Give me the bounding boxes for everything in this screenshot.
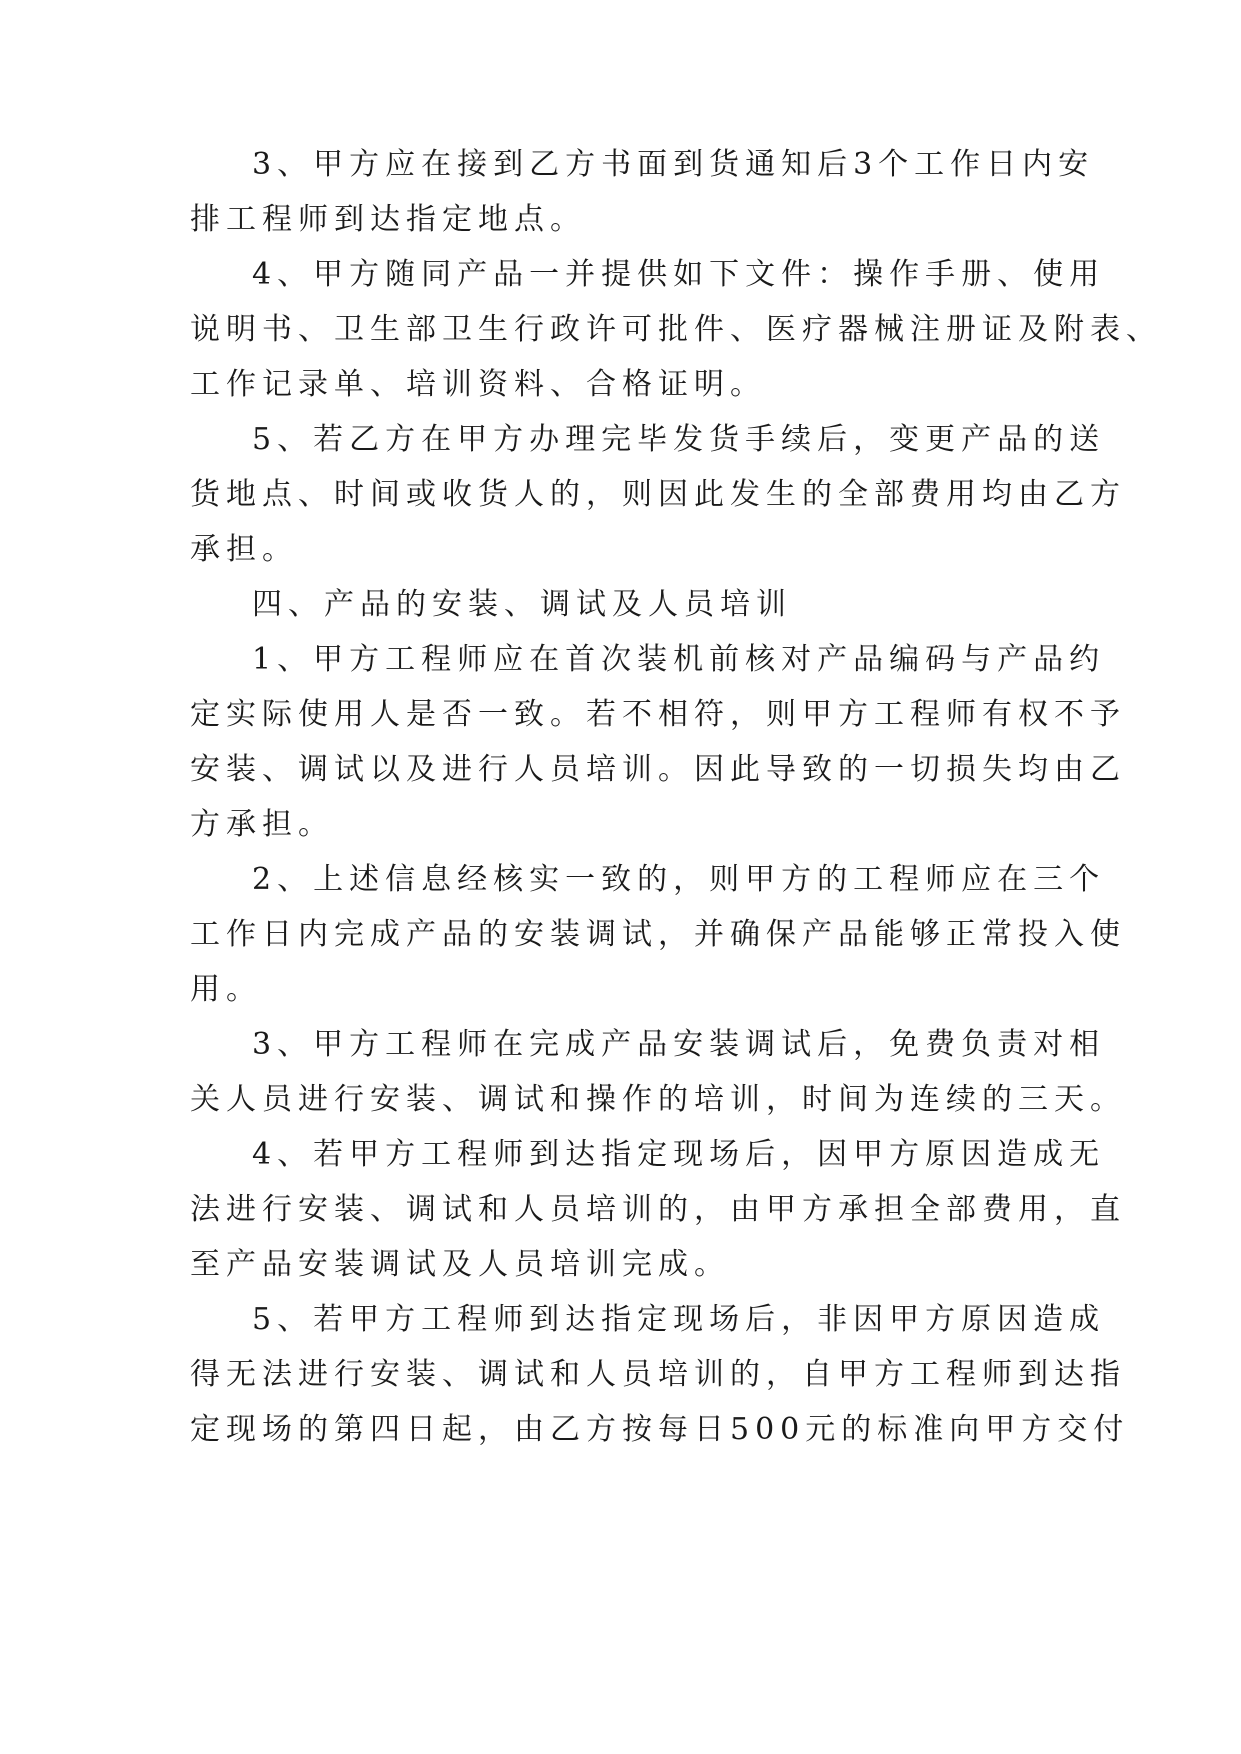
clause-4-line-3: 至产品安装调试及人员培训完成。 <box>190 1247 730 1282</box>
clause-1-line-2: 定实际使用人是否一致。若不相符，则甲方工程师有权不予 <box>190 697 1126 732</box>
clause-4-line-2: 法进行安装、调试和人员培训的，由甲方承担全部费用，直 <box>190 1192 1126 1227</box>
clause-2-line-3: 用。 <box>190 972 262 1007</box>
clause-5-line-3: 定现场的第四日起，由乙方按每日500元的标准向甲方交付 <box>190 1412 1130 1447</box>
clause-4-line-1: 4、若甲方工程师到达指定现场后，因甲方原因造成无 <box>252 1137 1106 1172</box>
clause-2-line-1: 2、上述信息经核实一致的，则甲方的工程师应在三个 <box>252 862 1106 897</box>
clause-3-line-1: 3、甲方工程师在完成产品安装调试后，免费负责对相 <box>252 1027 1106 1062</box>
paragraph-5-line-2: 货地点、时间或收货人的，则因此发生的全部费用均由乙方 <box>190 477 1126 512</box>
clause-5-line-1: 5、若甲方工程师到达指定现场后，非因甲方原因造成 <box>252 1302 1106 1337</box>
paragraph-5-line-1: 5、若乙方在甲方办理完毕发货手续后，变更产品的送 <box>252 422 1106 457</box>
paragraph-4-line-2: 说明书、卫生部卫生行政许可批件、医疗器械注册证及附表、 <box>190 312 1162 347</box>
section-heading: 四、产品的安装、调试及人员培训 <box>252 587 792 622</box>
clause-1-line-1: 1、甲方工程师应在首次装机前核对产品编码与产品约 <box>252 642 1106 677</box>
clause-5-line-2: 得无法进行安装、调试和人员培训的，自甲方工程师到达指 <box>190 1357 1126 1392</box>
clause-2-line-2: 工作日内完成产品的安装调试，并确保产品能够正常投入使 <box>190 917 1126 952</box>
paragraph-4-line-3: 工作记录单、培训资料、合格证明。 <box>190 367 766 402</box>
clause-1-line-3: 安装、调试以及进行人员培训。因此导致的一切损失均由乙 <box>190 752 1126 787</box>
clause-1-line-4: 方承担。 <box>190 807 334 842</box>
paragraph-5-line-3: 承担。 <box>190 532 298 567</box>
paragraph-3-line-2: 排工程师到达指定地点。 <box>190 202 586 237</box>
paragraph-3-line-1: 3、甲方应在接到乙方书面到货通知后3个工作日内安 <box>252 147 1095 182</box>
clause-3-line-2: 关人员进行安装、调试和操作的培训，时间为连续的三天。 <box>190 1082 1126 1117</box>
paragraph-4-line-1: 4、甲方随同产品一并提供如下文件：操作手册、使用 <box>252 257 1106 292</box>
